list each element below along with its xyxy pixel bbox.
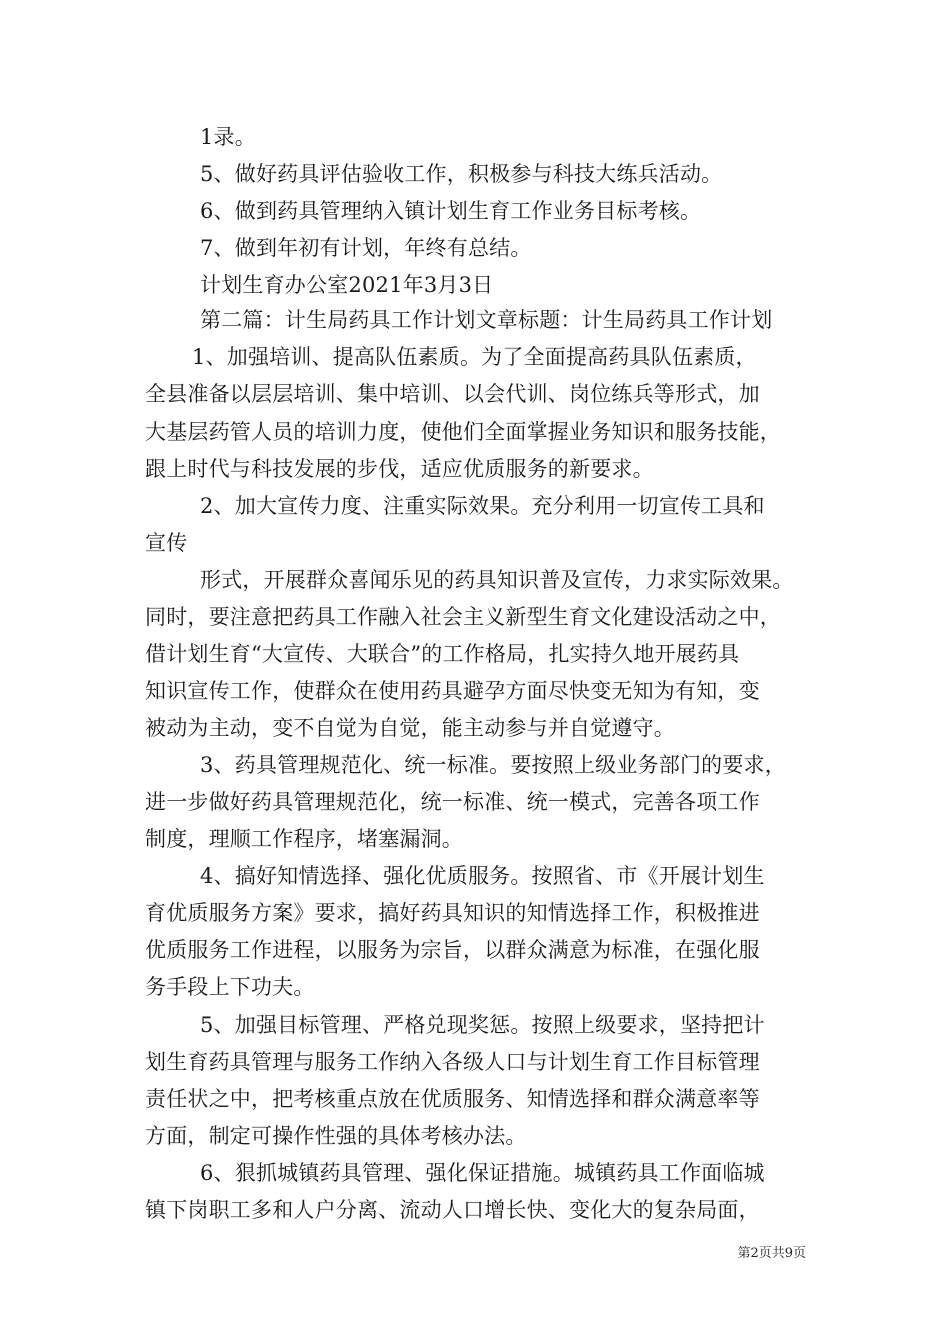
page-number: 第2页共9页: [737, 1246, 806, 1261]
section-heading: 第二篇：计生局药具工作计划文章标题：计生局药具工作计划: [200, 308, 773, 332]
text-line: 1、加强培训、提高队伍素质。为了全面提高药具队伍素质，: [192, 345, 757, 369]
text-line: 大基层药管人员的培训力度，使他们全面掌握业务知识和服务技能，: [145, 420, 781, 444]
text-line: 优质服务工作进程，以服务为宗旨，以群众满意为标准，在强化服: [145, 938, 760, 962]
text-line: 5、加强目标管理、严格兑现奖惩。按照上级要求，坚持把计: [200, 1013, 765, 1037]
text-line: 5、做好药具评估验收工作，积极参与科技大练兵活动。: [200, 162, 723, 186]
text-line: 全县准备以层层培训、集中培训、以会代训、岗位练兵等形式，加: [145, 382, 760, 406]
text-line: 知识宣传工作，使群众在使用药具避孕方面尽快变无知为有知，变: [145, 679, 760, 703]
text-line: 同时，要注意把药具工作融入社会主义新型生育文化建设活动之中，: [145, 605, 781, 629]
text-line: 2、加大宣传力度、注重实际效果。充分利用一切宣传工具和: [200, 494, 765, 518]
text-line: 6、做到药具管理纳入镇计划生育工作业务目标考核。: [200, 199, 702, 223]
text-line: 方面，制定可操作性强的具体考核办法。: [145, 1124, 527, 1148]
text-line: 宣传: [145, 531, 188, 555]
text-line: 形式，开展群众喜闻乐见的药具知识普及宣传，力求实际效果。: [200, 568, 794, 592]
text-line: 3、药具管理规范化、统一标准。要按照上级业务部门的要求，: [200, 753, 786, 777]
text-line: 计划生育办公室2021年3月3日: [200, 273, 494, 297]
text-line: 镇下岗职工多和人户分离、流动人口增长快、变化大的复杂局面，: [145, 1198, 760, 1222]
text-line: 育优质服务方案》要求，搞好药具知识的知情选择工作，积极推进: [145, 901, 760, 925]
text-line: 进一步做好药具管理规范化，统一标准、统一模式，完善各项工作: [145, 790, 760, 814]
text-line: 务手段上下功夫。: [145, 975, 315, 999]
text-line: 跟上时代与科技发展的步伐，适应优质服务的新要求。: [145, 457, 654, 481]
text-line: 责任状之中，把考核重点放在优质服务、知情选择和群众满意率等: [145, 1087, 760, 1111]
text-line: 划生育药具管理与服务工作纳入各级人口与计划生育工作目标管理: [145, 1050, 760, 1074]
text-line: 4、搞好知情选择、强化优质服务。按照省、市《开展计划生: [200, 864, 765, 888]
text-line: 6、狠抓城镇药具管理、强化保证措施。城镇药具工作面临城: [200, 1161, 765, 1185]
text-line: 被动为主动，变不自觉为自觉，能主动参与并自觉遵守。: [145, 716, 675, 740]
text-line: 制度，理顺工作程序，堵塞漏洞。: [145, 827, 463, 851]
text-line: 1录。: [200, 125, 256, 149]
text-line: 借计划生育“大宣传、大联合”的工作格局，扎实持久地开展药具: [145, 642, 740, 666]
text-line: 7、做到年初有计划，年终有总结。: [200, 236, 532, 260]
